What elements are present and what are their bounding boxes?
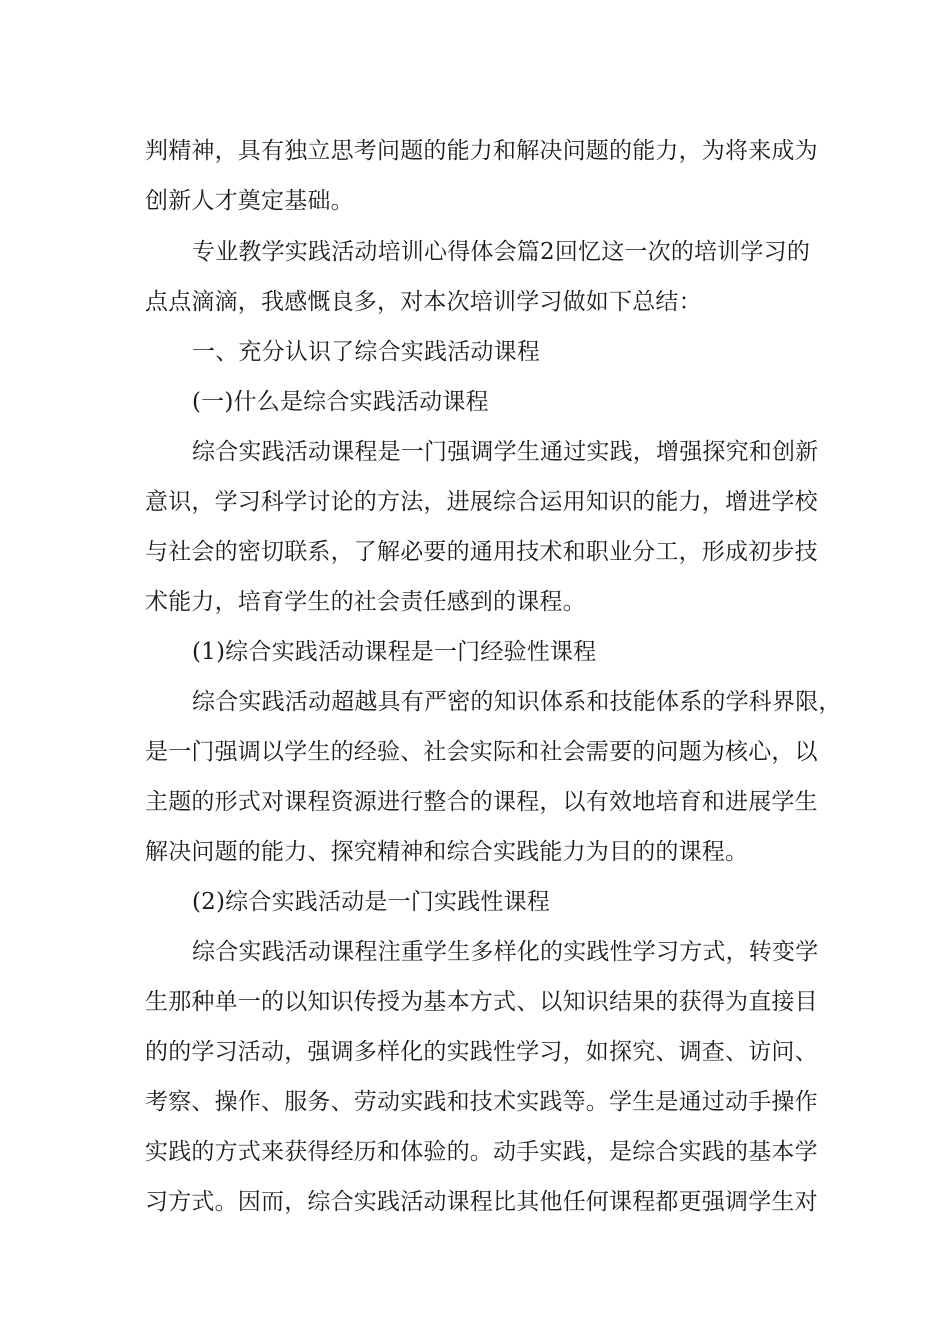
text-line: 主题的形式对课程资源进行整合的课程，以有效地培育和进展学生 — [145, 789, 818, 815]
subsection-heading: (一)什么是综合实践活动课程 — [192, 389, 489, 415]
text-line: 点点滴滴，我感慨良多，对本次培训学习做如下总结： — [145, 289, 702, 315]
text-line: 创新人才奠定基础。 — [145, 188, 354, 214]
text-line: 与社会的密切联系，了解必要的通用技术和职业分工，形成初步技 — [145, 539, 818, 565]
text-line: 综合实践活动课程是一门强调学生通过实践，增强探究和创新 — [192, 439, 819, 465]
text-line: 综合实践活动课程注重学生多样化的实践性学习方式，转变学 — [192, 939, 819, 965]
subsection-heading: (1)综合实践活动课程是一门经验性课程 — [192, 639, 597, 665]
text-line: 意识，学习科学讨论的方法，进展综合运用知识的能力，增进学校 — [145, 489, 818, 515]
text-line: 判精神，具有独立思考问题的能力和解决问题的能力，为将来成为 — [145, 138, 818, 164]
text-line: 术能力，培育学生的社会责任感到的课程。 — [145, 589, 586, 615]
text-line: 实践的方式来获得经历和体验的。动手实践，是综合实践的基本学 — [145, 1139, 818, 1165]
text-line: 解决问题的能力、探究精神和综合实践能力为目的的课程。 — [145, 839, 749, 865]
text-line: 综合实践活动超越具有严密的知识体系和技能体系的学科界限， — [192, 689, 842, 715]
section-heading: 一、充分认识了综合实践活动课程 — [192, 339, 540, 365]
text-line: 生那种单一的以知识传授为基本方式、以知识结果的获得为直接目 — [145, 989, 818, 1015]
subsection-heading: (2)综合实践活动是一门实践性课程 — [192, 889, 550, 915]
text-line: 的的学习活动，强调多样化的实践性学习，如探究、调查、访问、 — [145, 1039, 818, 1065]
text-line: 是一门强调以学生的经验、社会实际和社会需要的问题为核心，以 — [145, 739, 818, 765]
text-line: 习方式。因而，综合实践活动课程比其他任何课程都更强调学生对 — [145, 1189, 818, 1215]
text-line: 考察、操作、服务、劳动实践和技术实践等。学生是通过动手操作 — [145, 1089, 818, 1115]
text-line: 专业教学实践活动培训心得体会篇2回忆这一次的培训学习的 — [192, 239, 811, 265]
